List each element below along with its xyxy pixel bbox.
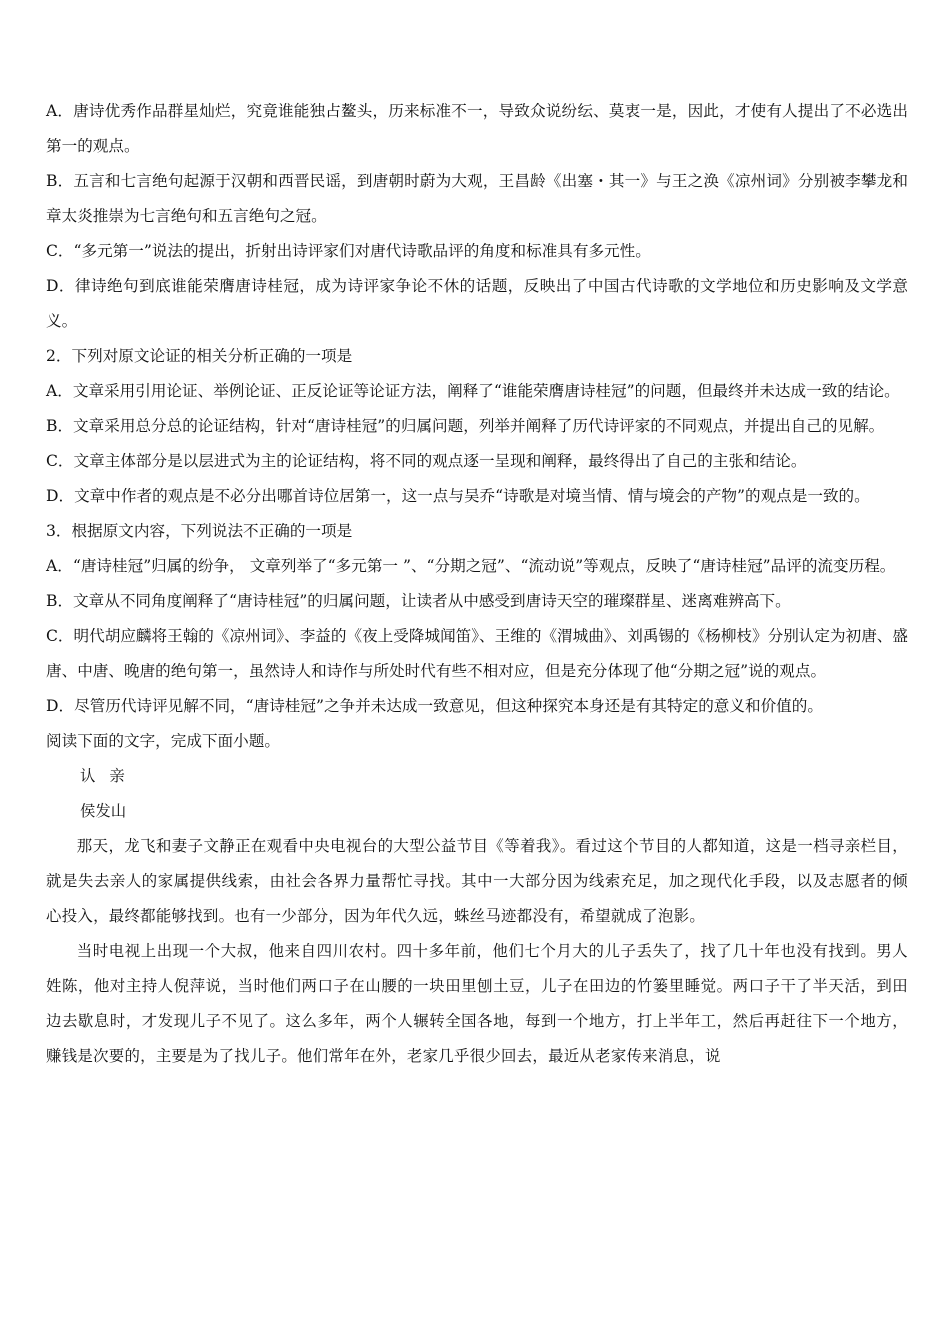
q1-option-c: C．“多元第一”说法的提出，折射出诗评家们对唐代诗歌品评的角度和标准具有多元性。 [46, 242, 651, 260]
question-1-options [46, 94, 908, 339]
q3-option-d: D．尽管历代诗评见解不同，“唐诗桂冠”之争并未达成一致意见，但这种探究本身还是有其特定的意义和价值的。 [46, 697, 823, 715]
q3-stem: 3．根据原文内容，下列说法不正确的一项是 [46, 522, 353, 540]
story-author: 侯发山 [80, 802, 127, 820]
story [46, 759, 908, 1074]
story-paragraph-1: 那天，龙飞和妻子文静正在观看中央电视台的大型公益节目《等着我》。看过这个节目的人都知道，这是一档寻亲栏目，就是失去亲人的家属提供线索，由社会各界力量帮忙寻找。其中一大部分因为线索充足，加之现代化手段，以及志愿者的倾心投入，最终都能够找到。也有一少部分，因为年代久远，蛛丝马迹都没有，希望就成了泡影。 [46, 837, 908, 925]
reading-instruction: 阅读下面的文字，完成下面小题。 [46, 732, 280, 750]
q2-option-a: A．文章采用引用论证、举例论证、正反论证等论证方法，阐释了“谁能荣膺唐诗桂冠”的问题，但最终并未达成一致的结论。 [46, 382, 900, 400]
story-title: 认亲 [80, 767, 139, 785]
q3-option-a: A．“唐诗桂冠”归属的纷争， 文章列举了“多元第一 ”、“分期之冠”、“流动说”等观点，反映了“唐诗桂冠”品评的流变历程。 [46, 557, 896, 575]
q1-option-a: A．唐诗优秀作品群星灿烂，究竟谁能独占鳌头，历来标准不一，导致众说纷纭、莫衷一是，因此，才使有人提出了不必选出第一的观点。 [46, 102, 908, 155]
q1-option-d: D．律诗绝句到底谁能荣膺唐诗桂冠，成为诗评家争论不休的话题，反映出了中国古代诗歌的文学地位和历史影响及文学意义。 [46, 277, 908, 330]
q2-stem: 2．下列对原文论证的相关分析正确的一项是 [46, 347, 353, 365]
q3-option-c: C．明代胡应麟将王翰的《凉州词》、李益的《夜上受降城闻笛》、王维的《渭城曲》、刘禹锡的《杨柳枝》分别认定为初唐、盛唐、中唐、晚唐的绝句第一，虽然诗人和诗作与所处时代有些不相对应，但是充分体现了他“分期之冠”说的观点。 [46, 627, 908, 680]
q2-option-b: B．文章采用总分总的论证结构，针对“唐诗桂冠”的归属问题，列举并阐释了历代诗评家的不同观点，并提出自己的见解。 [46, 417, 885, 435]
document-body [46, 94, 908, 1074]
q1-option-b: B．五言和七言绝句起源于汉朝和西晋民谣，到唐朝时蔚为大观，王昌龄《出塞・其一》与王之涣《凉州词》分别被李攀龙和章太炎推崇为七言绝句和五言绝句之冠。 [46, 172, 908, 225]
question-3 [46, 514, 908, 724]
q3-option-b: B．文章从不同角度阐释了“唐诗桂冠”的归属问题，让读者从中感受到唐诗天空的璀璨群星、迷离难辨高下。 [46, 592, 791, 610]
story-paragraph-2: 当时电视上出现一个大叔，他来自四川农村。四十多年前，他们七个月大的儿子丢失了，找了几十年也没有找到。男人姓陈，他对主持人倪萍说，当时他们两口子在山腰的一块田里刨土豆，儿子在田边的竹篓里睡觉。两口子干了半天活，到田边去歇息时，才发现儿子不见了。这么多年，两个人辗转全国各地，每到一个地方，打上半年工，然后再赶往下一个地方，赚钱是次要的，主要是为了找儿子。他们常年在外，老家几乎很少回去，最近从老家传来消息，说 [46, 942, 908, 1065]
q2-option-d: D．文章中作者的观点是不必分出哪首诗位居第一，这一点与吴乔“诗歌是对境当情、情与境会的产物”的观点是一致的。 [46, 487, 870, 505]
q2-option-c: C．文章主体部分是以层进式为主的论证结构，将不同的观点逐一呈现和阐释，最终得出了自己的主张和结论。 [46, 452, 807, 470]
question-2 [46, 339, 908, 514]
